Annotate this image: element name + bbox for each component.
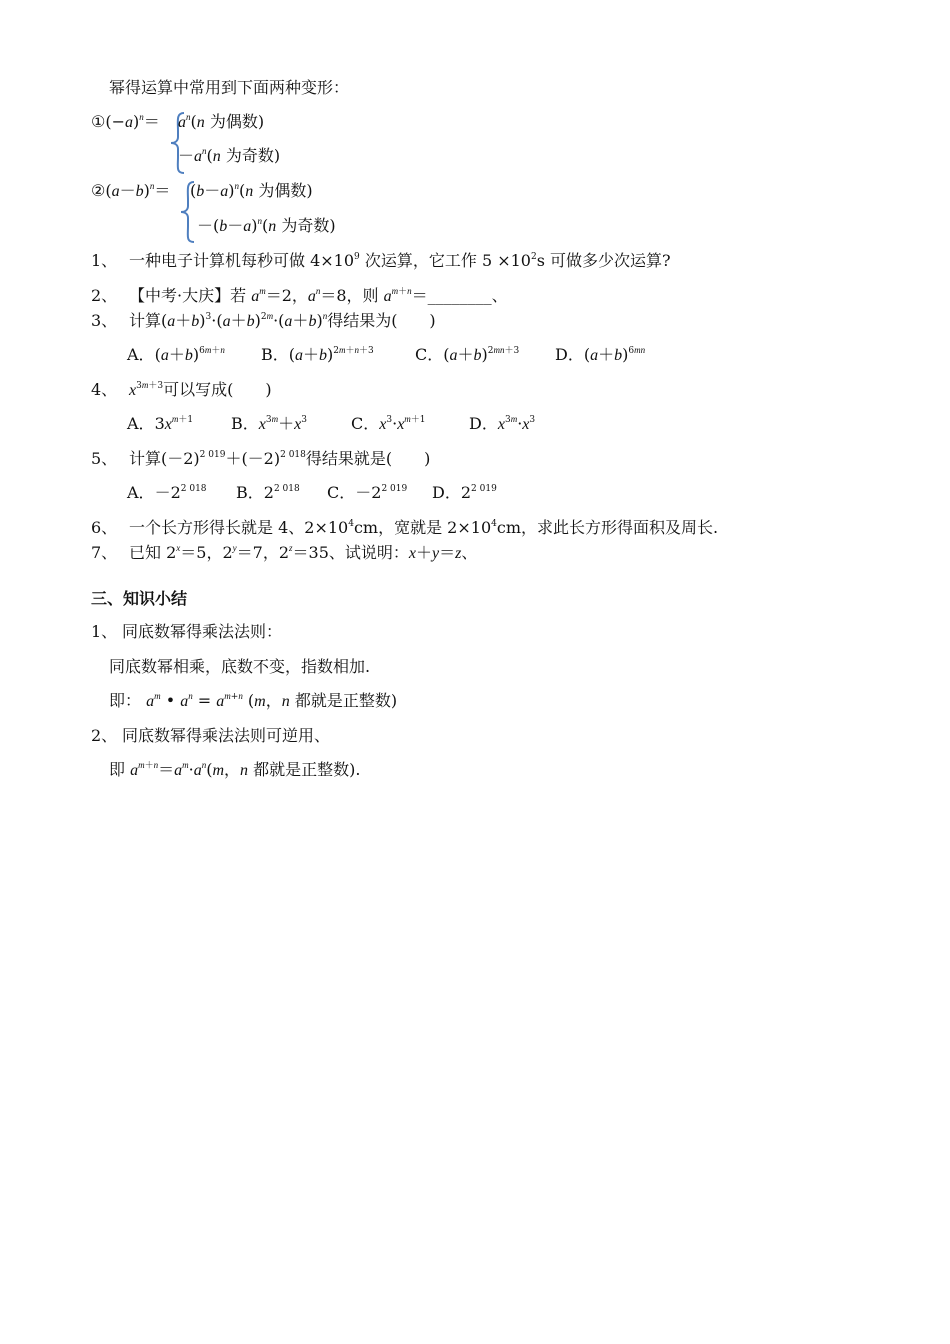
rule1-label: ①	[91, 112, 106, 131]
summary-item-2-formula: 即 $a^{m+n}=a^m\cdot a^n(m$，n 都就是正整数).	[109, 760, 361, 779]
item-number: 2、	[91, 726, 118, 745]
option-c[interactable]: C．$-2^{2 019}$	[327, 483, 408, 502]
option-b[interactable]: B．$x^{3m}+x^3$	[231, 414, 307, 433]
question-5-options	[127, 483, 497, 503]
option-d[interactable]: D．$2^{2 019}$	[432, 483, 497, 502]
rule1-case-even: $a^n(n$ 为偶数)	[178, 112, 265, 131]
option-d[interactable]: D．$x^{3m}\cdot x^3$	[469, 414, 536, 433]
rule1-eq: ＝	[143, 112, 160, 131]
rule2-case-even: $(b-a)^n(n$ 为偶数)	[190, 181, 313, 200]
rule2-lhs: $②(a-b)^n=$	[91, 181, 171, 200]
question-3-options	[127, 345, 645, 366]
question-5: 5、 计算$(-2)^{2 019}+(-2)^{2 018}$得结果就是( )	[91, 449, 431, 468]
question-number: 7、	[91, 543, 118, 562]
question-6: 6、 一个长方形得长就是 4、$2\times 10^4cm$，宽就是 $2\times 10^4cm$，求此长方形得面积及周长.	[91, 518, 719, 537]
rule2-case-odd: $-(b-a)^n(n$ 为奇数)	[197, 216, 336, 235]
section-heading: 三、知识小结	[91, 589, 188, 608]
question-1: 1、 一种电子计算机每秒可做 $4\times 10^9$ 次运算，它工作 $5 \times 10^2s$ 可做多少次运算?	[91, 251, 671, 270]
option-d[interactable]: D．$(a+b)^{6mn}$	[555, 345, 646, 364]
option-c[interactable]: C．$(a+b)^{2mn+3}$	[415, 345, 520, 364]
question-number: 3、	[91, 311, 118, 330]
rule1-lhs: $①(-a)^n=$	[91, 112, 160, 131]
summary-item-1-formula: 即： $a^m$ • $a^n = a^{m+n}$ (m，n 都就是正整数)	[109, 691, 398, 710]
option-a[interactable]: A．$(a+b)^{6m+n}$	[127, 345, 225, 364]
rule1-case-odd: $-a^n(n$ 为奇数)	[178, 146, 281, 165]
question-3: 3、 计算$(a+b)^3\cdot(a+b)^{2m}\cdot(a+b)^n$得结果为( )	[91, 311, 436, 330]
option-a[interactable]: A．$3x^{m+1}$	[127, 414, 194, 433]
question-number: 2、	[91, 286, 118, 305]
question-number: 4、	[91, 380, 118, 399]
rule2-label: ②	[91, 181, 106, 200]
question-4: 4、 $x^{3m+3}$可以写成( )	[91, 380, 272, 399]
summary-item-1: 1、 同底数幂得乘法法则：	[91, 622, 283, 641]
question-4-options	[127, 414, 535, 435]
item-number: 1、	[91, 622, 118, 641]
question-2: 2、 【中考·大庆】若 $a^m=2$，$a^n=8$，则 $a^{m+n}=\_\_\_\_\_\_\_\_$、	[91, 286, 508, 305]
option-b[interactable]: B．$2^{2 018}$	[236, 483, 300, 502]
intro-text: 幂得运算中常用到下面两种变形：	[109, 78, 350, 97]
summary-item-2: 2、 同底数幂得乘法法则可逆用、	[91, 726, 331, 745]
question-number: 1、	[91, 251, 118, 270]
question-number: 5、	[91, 449, 118, 468]
option-a[interactable]: A．$-2^{2 018}$	[127, 483, 207, 502]
question-number: 6、	[91, 518, 118, 537]
question-7: 7、 已知 $2^x=5$，$2^y=7$，$2^z=35$、试说明：x＋y＝z、	[91, 543, 478, 562]
summary-item-1-body: 同底数幂相乘，底数不变，指数相加.	[109, 657, 371, 676]
option-c[interactable]: C．$x^3\cdot x^{m+1}$	[351, 414, 426, 433]
option-b[interactable]: B．$(a+b)^{2m+n+3}$	[261, 345, 374, 364]
